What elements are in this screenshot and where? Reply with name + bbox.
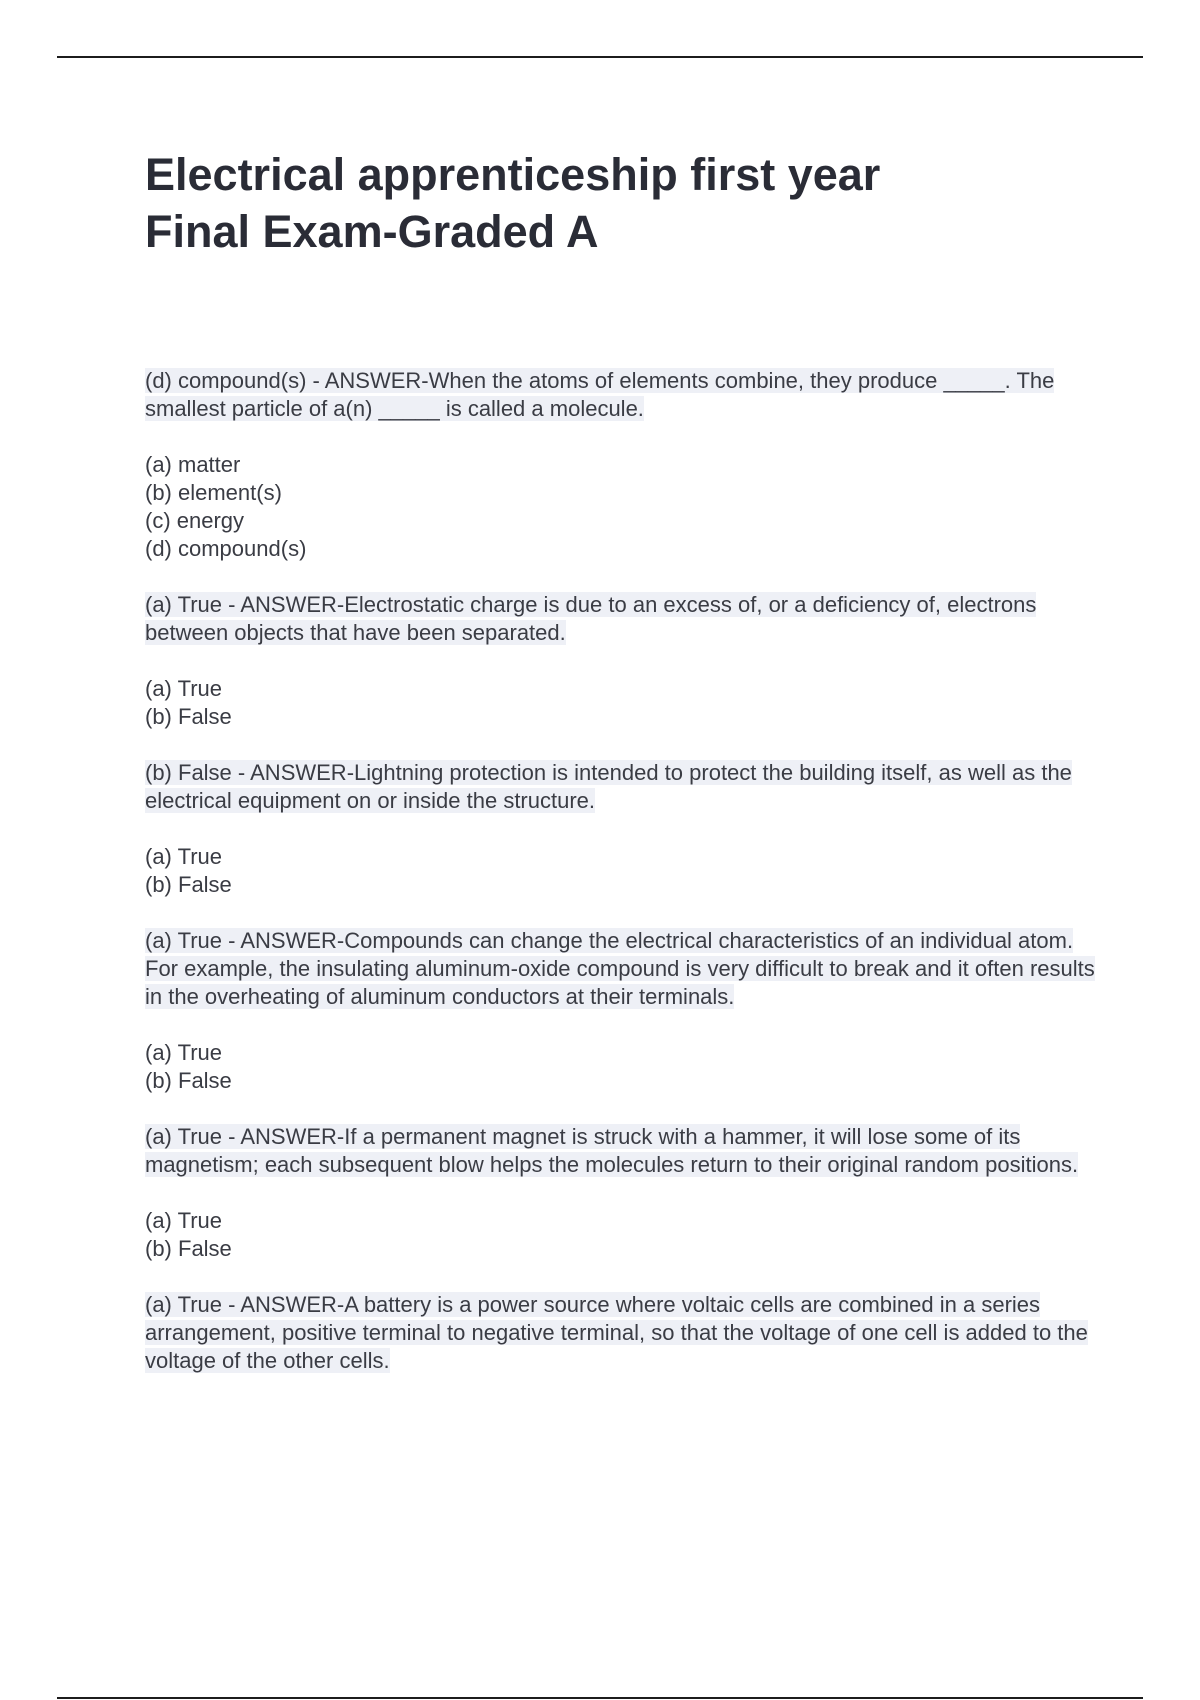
option: (c) energy xyxy=(145,508,245,533)
question-text: (b) False - ANSWER-Lightning protection is intended to protect the building itself, as well as the electrical equipment on or inside the structure. xyxy=(145,760,1072,813)
options-3 xyxy=(145,843,1095,899)
options-1 xyxy=(145,451,1095,563)
option: (b) False xyxy=(145,1068,232,1093)
option: (b) False xyxy=(145,1236,232,1261)
options-5 xyxy=(145,1207,1095,1263)
footer-rule xyxy=(57,1697,1143,1699)
question-3 xyxy=(145,759,1095,815)
question-list xyxy=(145,367,1095,1403)
option: (a) matter xyxy=(145,452,241,477)
question-text: (d) compound(s) - ANSWER-When the atoms of elements combine, they produce _____. The smallest particle of a(n) _____ is called a molecule. xyxy=(145,368,1055,421)
question-6 xyxy=(145,1291,1095,1375)
option: (b) element(s) xyxy=(145,480,282,505)
title-line-2: Final Exam-Graded A xyxy=(145,206,599,257)
question-text: (a) True - ANSWER-Compounds can change the electrical characteristics of an individual atom. For example, the insulating aluminum-oxide compound is very difficult to break and it often results in the overheating of aluminum conductors at their terminals. xyxy=(145,928,1095,1009)
question-text: (a) True - ANSWER-A battery is a power source where voltaic cells are combined in a series arrangement, positive terminal to negative terminal, so that the voltage of one cell is added to the voltage of the other cells. xyxy=(145,1292,1088,1373)
question-text: (a) True - ANSWER-Electrostatic charge is due to an excess of, or a deficiency of, electrons between objects that have been separated. xyxy=(145,592,1037,645)
option: (a) True xyxy=(145,1040,223,1065)
option: (a) True xyxy=(145,844,223,869)
options-2 xyxy=(145,675,1095,731)
question-1 xyxy=(145,367,1095,423)
title-line-1: Electrical apprenticeship first year xyxy=(145,149,881,200)
question-2 xyxy=(145,591,1095,647)
question-text: (a) True - ANSWER-If a permanent magnet is struck with a hammer, it will lose some of its magnetism; each subsequent blow helps the molecules return to their original random positions. xyxy=(145,1124,1079,1177)
question-4 xyxy=(145,927,1095,1011)
option: (b) False xyxy=(145,872,232,897)
option: (a) True xyxy=(145,676,223,701)
question-5 xyxy=(145,1123,1095,1179)
options-4 xyxy=(145,1039,1095,1095)
option: (a) True xyxy=(145,1208,223,1233)
option: (b) False xyxy=(145,704,232,729)
document-title xyxy=(145,146,1085,260)
option: (d) compound(s) xyxy=(145,536,307,561)
header-rule xyxy=(57,56,1143,58)
